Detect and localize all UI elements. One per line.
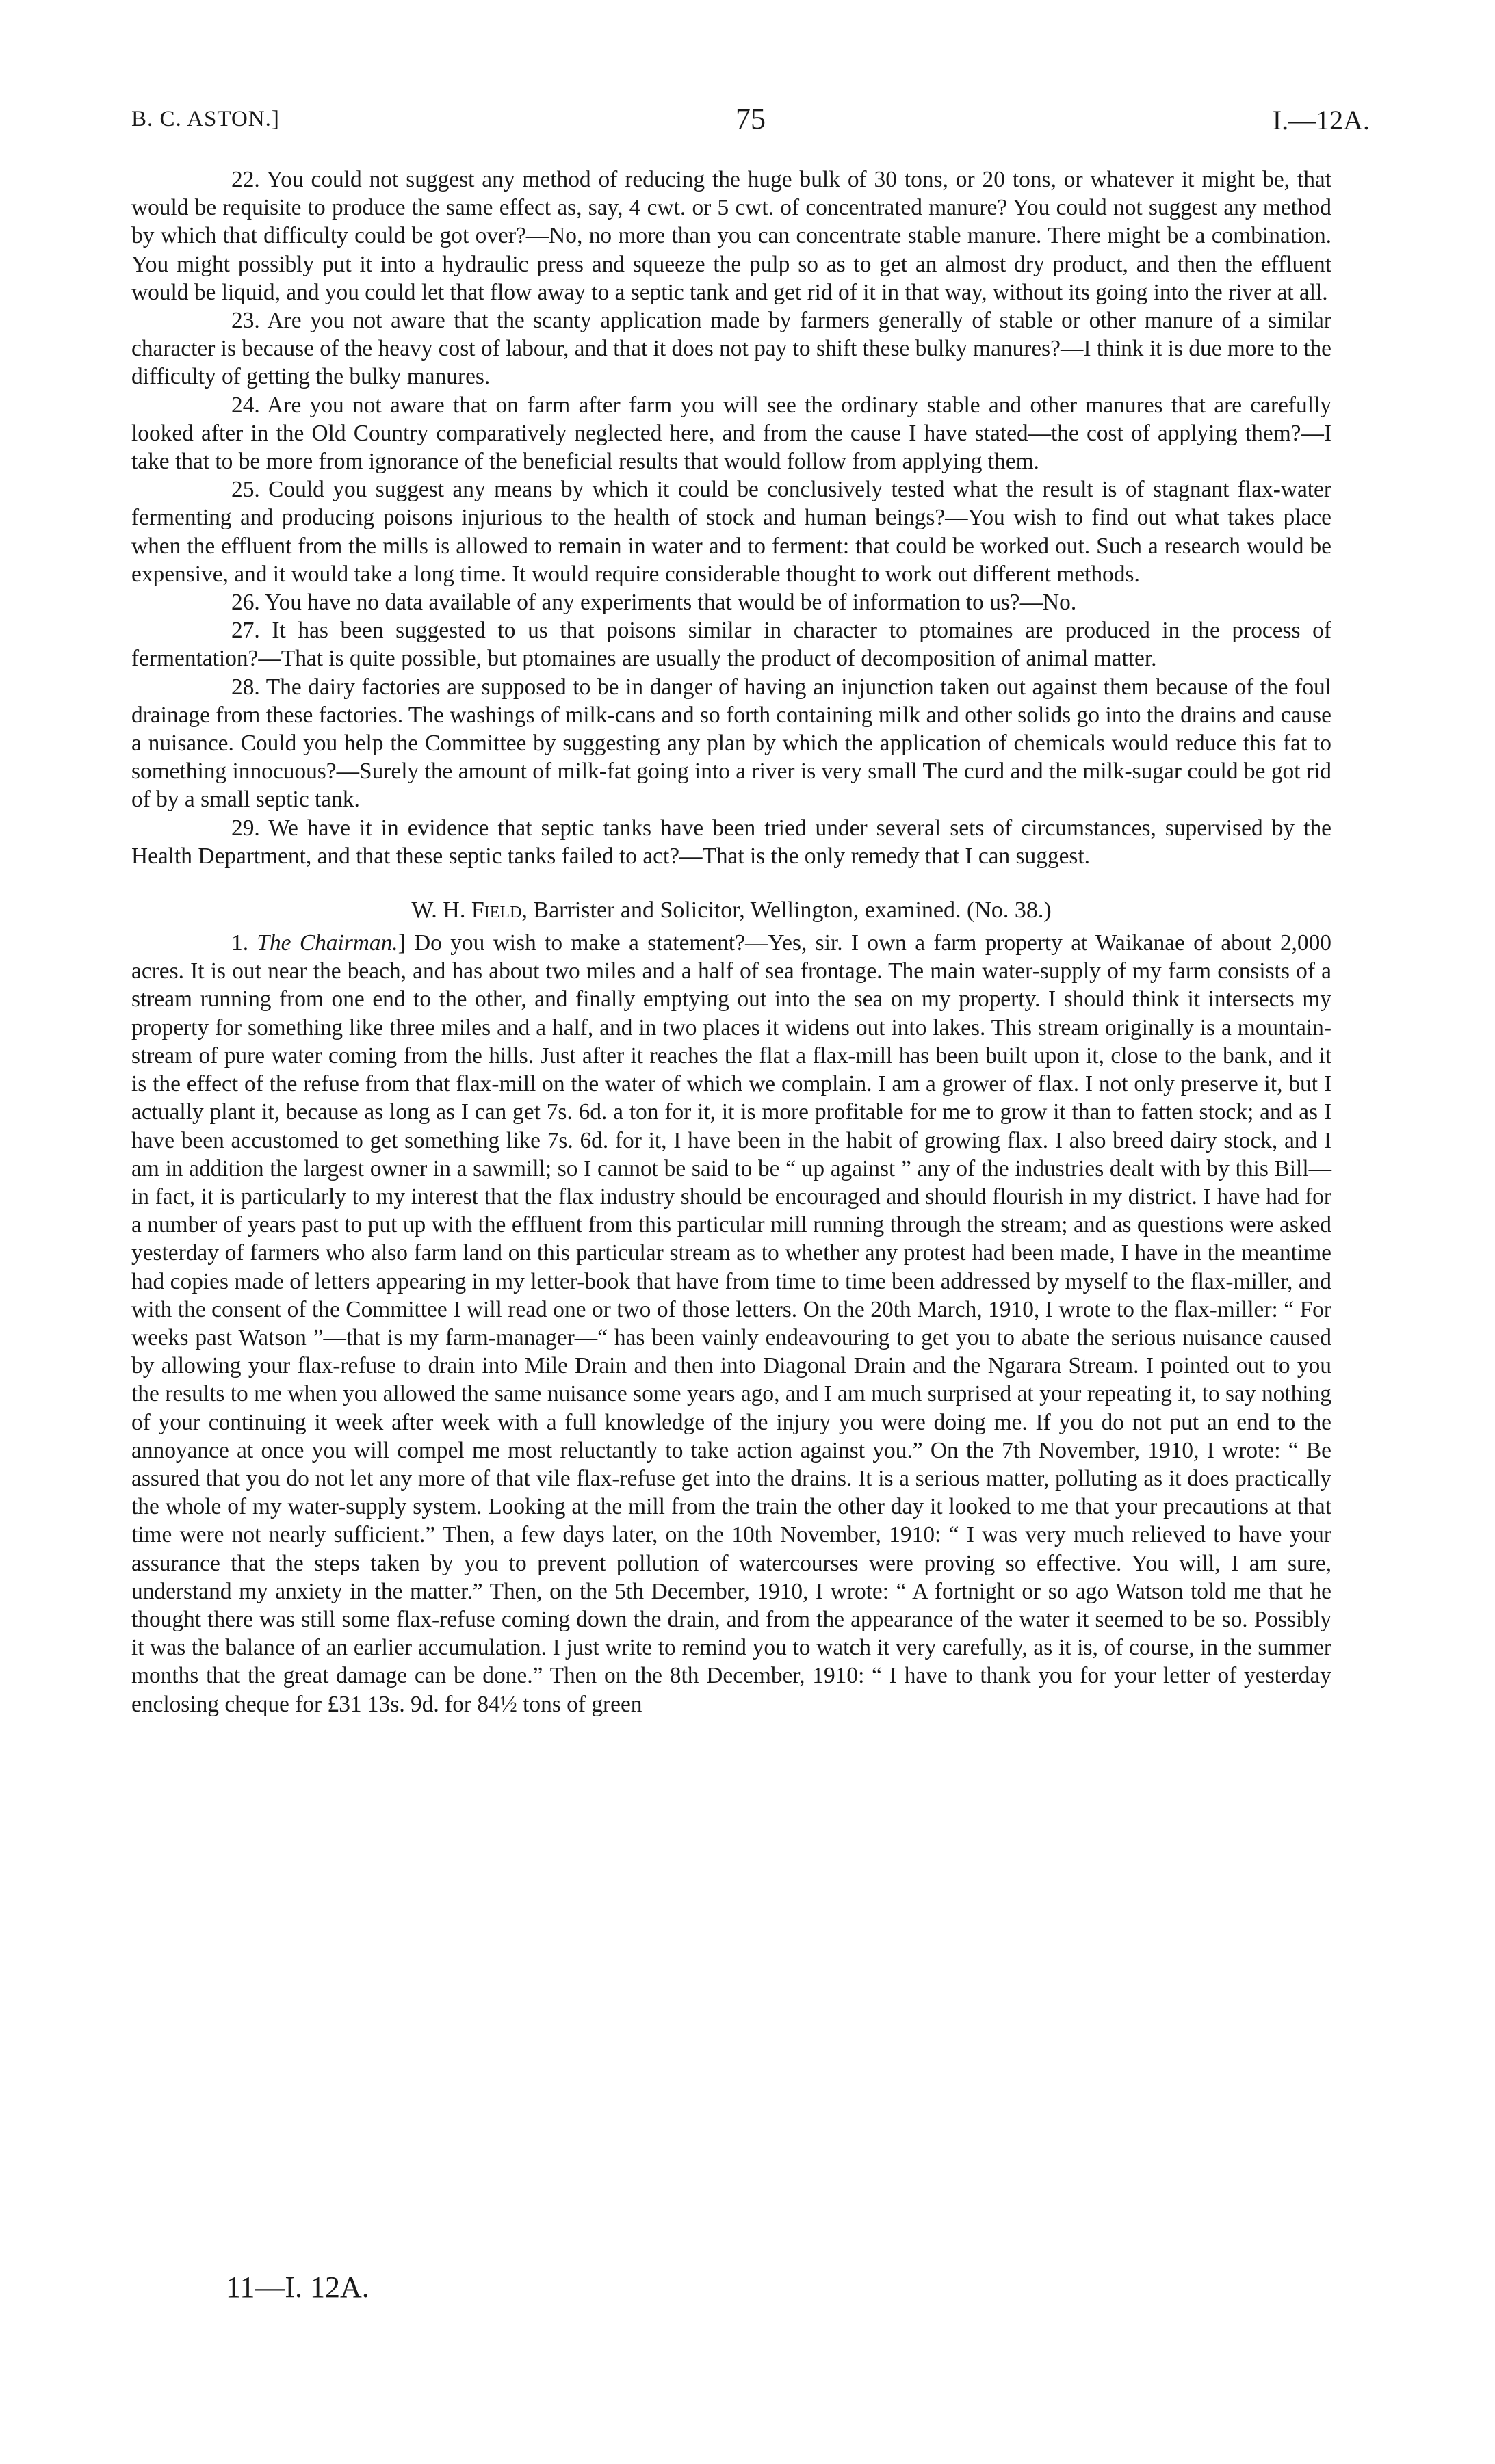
paragraph-28: 28. The dairy factories are supposed to be in danger of having an injunction taken out against them because of the foul drainage from these factories. The washings of milk-cans and so forth containing milk and other solids go into the drains and cause a nuisance. Could you help the Committee by suggesting any plan by which the application of chemicals would reduce this fat to something innocuous?—Surely the amount of milk-fat going into a river is very small The curd and the milk-sugar could be got rid of by a small septic tank. — [131, 674, 1331, 813]
signature-mark: 11—I. 12A. — [226, 2270, 369, 2304]
paragraph-24: 24. Are you not aware that on farm after farm you will see the ordinary stable and other manures that are carefully looked after in the Old Country comparatively neglected here, and from the cause I have stated—the cost of applying them?—I take that to be more from ignorance of the beneficial results that would follow from applying them. — [131, 392, 1331, 475]
paragraph-26: 26. You have no data available of any experiments that would be of information to us?—No. — [231, 590, 1077, 616]
paragraph-23: 23. Are you not aware that the scanty application made by farmers generally of stable or other manure of a similar character is because of the heavy cost of labour, and that it does not pay to shift these bulky manures?—I think it is due more to the difficulty of getting the bulky manures. — [131, 308, 1331, 390]
page-header — [131, 101, 1370, 142]
paragraph-27: 27. It has been suggested to us that poisons similar in character to ptomaines are produced in the process of fermentation?—That is quite possible, but ptomaines are usually the product of decomposition of animal matter. — [131, 618, 1331, 672]
paragraph-38-1 — [131, 929, 1331, 1718]
page-number: 75 — [736, 102, 766, 135]
witness-description: , Barrister and Solicitor, Wellington, examined. (No. 38.) — [521, 897, 1052, 923]
question-number: 1. — [231, 930, 249, 956]
witness-heading — [131, 896, 1331, 925]
paragraph-29: 29. We have it in evidence that septic tanks have been tried under several sets of circumstances, supervised by the Health Department, and that these septic tanks failed to act?—That is the only remedy that I can suggest. — [131, 815, 1331, 869]
paper-reference: I.—12A. — [1272, 105, 1370, 135]
header-witness-name: B. C. ASTON.] — [131, 107, 280, 131]
paragraph-22: 22. You could not suggest any method of reducing the huge bulk of 30 tons, or 20 tons, or whatever it might be, that would be requisite to produce the same effect as, say, 4 cwt. or 5 cwt. of concentrated manure? You could not suggest any method by which that difficulty could be got over?—No, no more than you can concentrate stable manure. There might be a combination. You might possibly put it into a hydraulic press and squeeze the pulp so as to get an almost dry product, and then the effluent would be liquid, and you could let that flow away to a septic tank and get rid of it in that way, without its going into the river at all. — [131, 167, 1331, 305]
statement-text: ] Do you wish to make a statement?—Yes, sir. I own a farm property at Waikanae of about 2,000 acres. It is out near the beach, and has about two miles and a half of sea frontage. The main water-supply of my farm consists of a stream running from one end to the other, and finally emptying out into the sea on my property. I should think it intersects my property for something like three miles and a half, and in two places it widens out into lakes. This stream originally is a mountain-stream of pure water coming from the hills. Just after it reaches the flat a flax-mill has been built upon it, close to the bank, and it is the effect of the refuse from that flax-mill on the water of which we complain. I am a grower of flax. I not only preserve it, but I actually plant it, because as long as I can get 7s. 6d. a ton for it, it is more profitable for me to grow it than to fatten stock; and as I have been accustomed to get something like 7s. 6d. for it, I have been in the habit of growing flax. I also breed dairy stock, and I am in addition the largest owner in a sawmill; so I cannot be said to be “ up against ” any of the industries dealt with by this Bill—in fact, it is particularly to my interest that the flax industry should be encouraged and should flourish in my district. I have had for a number of years past to put up with the effluent from this particular mill running through the stream; and as questions were asked yesterday of farmers who also farm land on this particular stream as to whether any protest had been made, I have in the meantime had copies made of letters appearing in my letter-book that have from time to time been addressed by myself to the flax-miller, and with the consent of the Committee I will read one or two of those letters. On the 20th March, 1910, I wrote to the flax-miller: “ For weeks past Watson ”—that is my farm-manager—“ has been vainly endeavouring to get you to abate the serious nuisance caused by allowing your flax-refuse to drain into Mile Drain and then into Diagonal Drain and the Ngarara Stream. I pointed out to you the results to me when you allowed the same nuisance some years ago, and I am much surprised at your repeating it, to say nothing of your continuing it week after week with a full knowledge of the injury you were doing me. If you do not put an end to the annoyance at once you will compel me most reluctantly to take action against you.” On the 7th November, 1910, I wrote: “ Be assured that you do not let any more of that vile flax-refuse get into the drains. It is a serious matter, polluting as it does practically the whole of my water-supply system. Looking at the mill from the train the other day it looked to me that your precautions at that time were not nearly sufficient.” Then, a few days later, on the 10th November, 1910: “ I was very much relieved to have your assurance that the steps taken by you to prevent pollution of watercourses were proving so effective. You will, I am sure, understand my anxiety in the matter.” Then, on the 5th December, 1910, I wrote: “ A fortnight or so ago Watson told me that he thought there was still some flax-refuse coming down the drain, and from the appearance of the water it seemed to be so. Possibly it was the balance of an earlier accumulation. I just write to remind you to watch it very carefully, as it is, of course, in the summer months that the great damage can be done.” Then on the 8th December, 1910: “ I have to thank you for your letter of yesterday enclosing cheque for £31 13s. 9d. for 84½ tons of green — [131, 930, 1331, 1717]
body-text — [131, 166, 1331, 1718]
witness-initials: W. H. — [411, 897, 466, 923]
paragraph-25: 25. Could you suggest any means by which it could be conclusively tested what the result is of stagnant flax-water fermenting and producing poisons injurious to the health of stock and human beings?—You wish to find out what takes place when the effluent from the mills is allowed to remain in water and to ferment: that could be worked out. Such a research would be expensive, and it would take a long time. It would require considerable thought to work out different methods. — [131, 477, 1331, 587]
witness-surname: Field — [471, 897, 522, 923]
speaker-label: The Chairman. — [257, 930, 398, 956]
